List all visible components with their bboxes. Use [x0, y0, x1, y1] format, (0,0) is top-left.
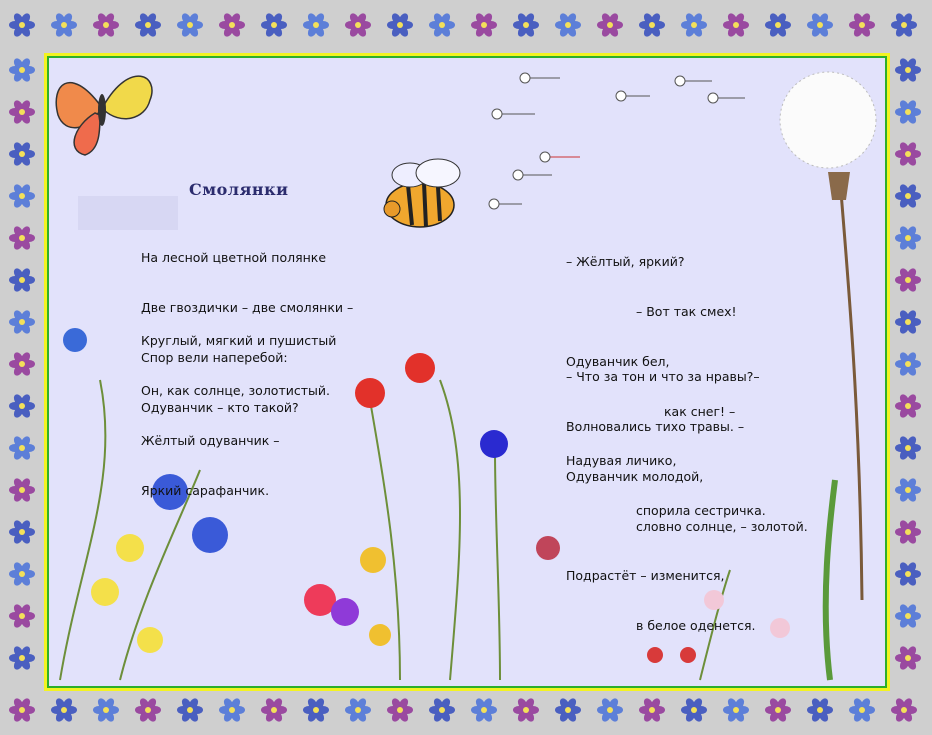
- stanza-2: [141, 300, 336, 516]
- bee-icon: [384, 159, 460, 227]
- poem-line: – Вот так смех!: [636, 303, 737, 319]
- poem-line: Одуванчик – кто такой?: [141, 399, 299, 415]
- poem-line: Подрастёт – изменится,: [566, 568, 725, 584]
- poem-line: – Жёлтый, яркий?: [566, 254, 685, 270]
- poem-line: спорила сестричка.: [636, 503, 766, 519]
- poem-line: Две гвоздички – две смолянки –: [141, 299, 354, 315]
- poem-line: словно солнце, – золотой.: [636, 518, 808, 534]
- poem-line: Спор вели наперебой:: [141, 349, 288, 365]
- poem-line: Он, как солнце, золотистый.: [141, 382, 330, 398]
- poem-line: как снег! –: [664, 403, 736, 419]
- poem-line: Надувая личико,: [566, 453, 677, 469]
- butterfly-icon: [56, 76, 152, 155]
- poem-line: в белое оденется.: [636, 618, 756, 634]
- poem-line: Волновались тихо травы. –: [566, 418, 745, 434]
- poem-line: Одуванчик молодой,: [566, 468, 704, 484]
- stanza-4: [566, 336, 808, 651]
- poem-line: – Что за тон и что за нравы?–: [566, 369, 760, 385]
- poem-title: Смолянки: [189, 180, 289, 199]
- poem-line: Жёлтый одуванчик –: [141, 432, 280, 448]
- poem-line: Яркий сарафанчик.: [141, 482, 270, 498]
- poem-line: Одуванчик бел,: [566, 353, 670, 369]
- dandelion-seeds: [489, 73, 745, 209]
- poem-line: Круглый, мягкий и пушистый: [141, 333, 337, 349]
- poem-line: На лесной цветной полянке: [141, 250, 327, 266]
